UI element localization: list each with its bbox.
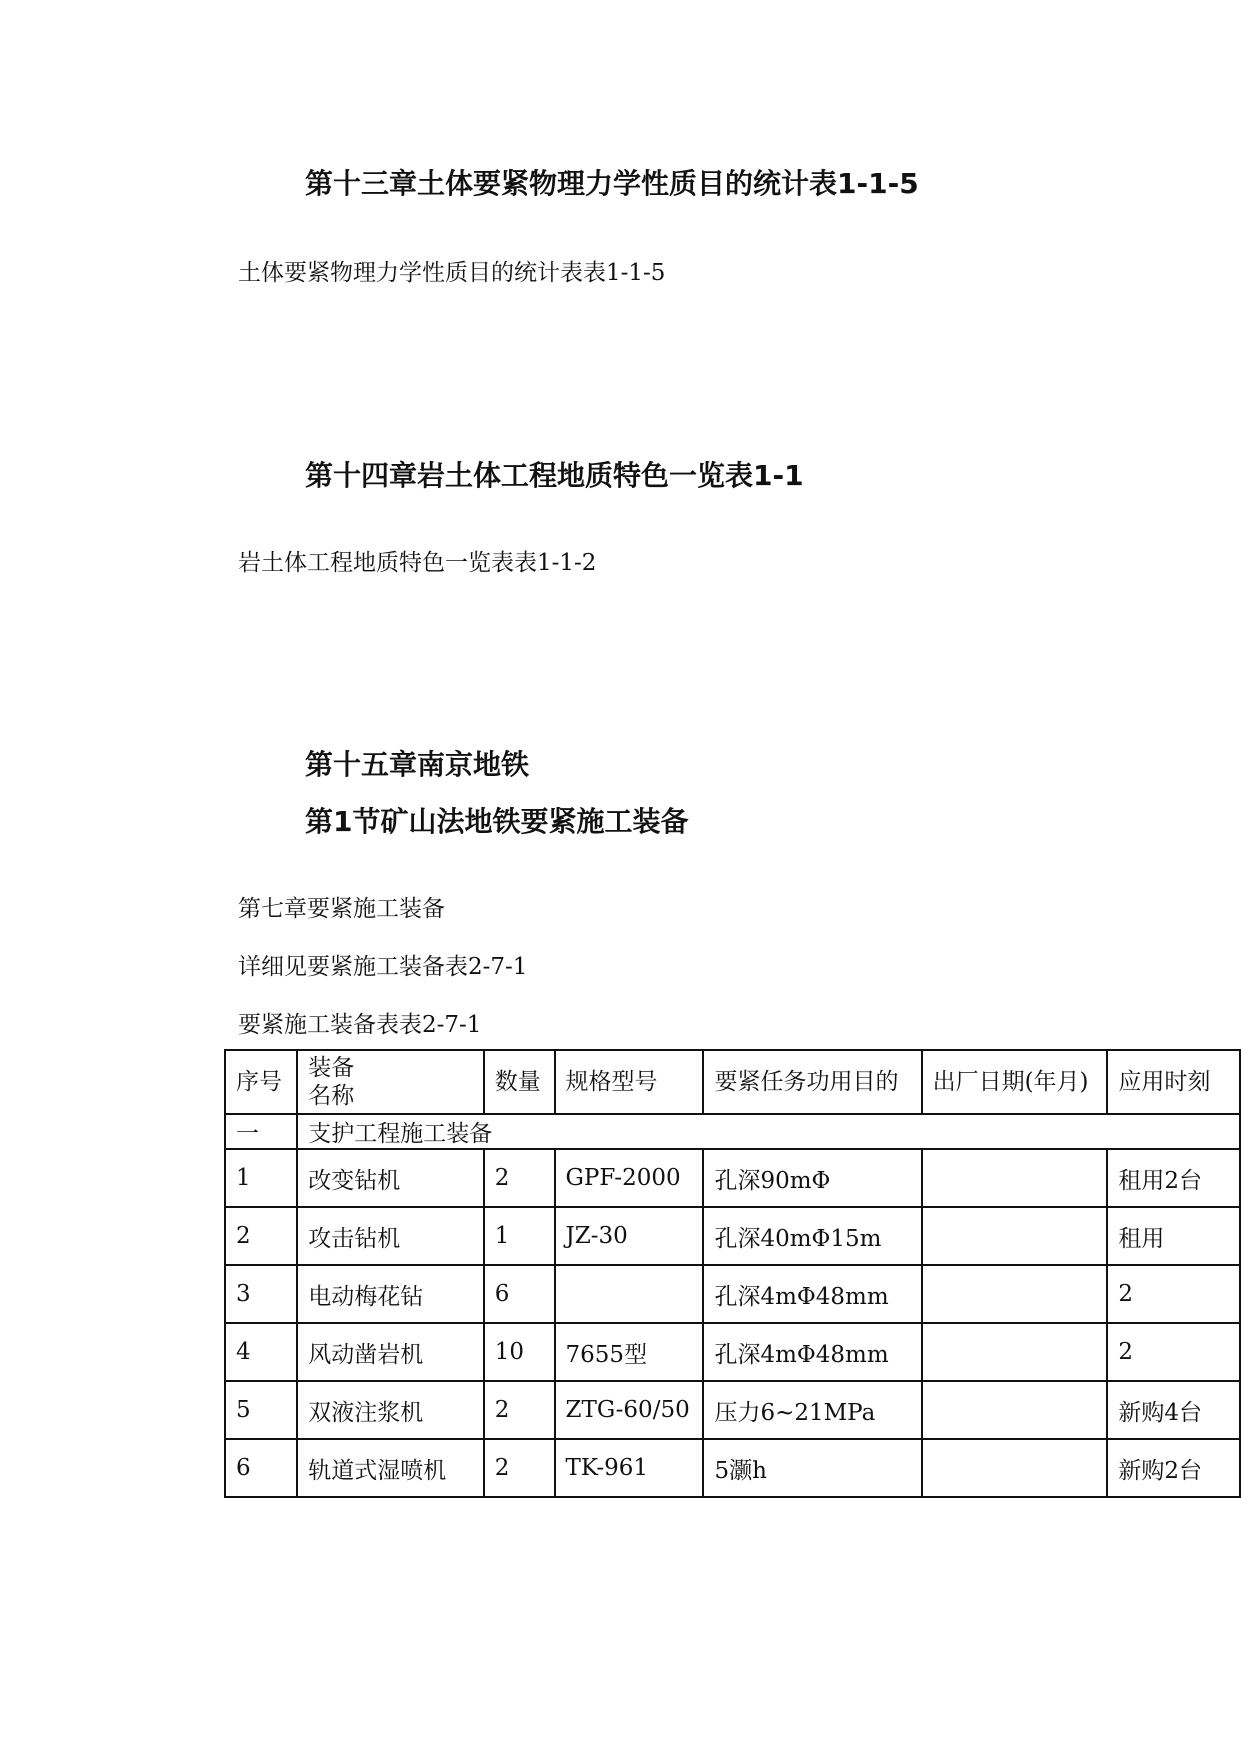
cell-qty: 2 [484, 1381, 555, 1439]
cell-date [922, 1323, 1108, 1381]
table-section-row [225, 1114, 1240, 1149]
cell-qty: 2 [484, 1439, 555, 1497]
chapter-13-heading: 第十三章土体要紧物理力学性质目的统计表1-1-5 [305, 167, 919, 200]
header-qty: 数量 [484, 1050, 555, 1114]
cell-seq: 6 [225, 1439, 297, 1497]
table-row [225, 1265, 1240, 1323]
cell-name: 电动梅花钻 [297, 1265, 483, 1323]
paragraph-see-table: 详细见要紧施工装备表2-7-1 [238, 954, 528, 980]
table-row [225, 1149, 1240, 1207]
cell-purpose: 孔深4mΦ48mm [703, 1323, 921, 1381]
cell-purpose: 孔深40mΦ15m [703, 1207, 921, 1265]
cell-model: TK-961 [555, 1439, 704, 1497]
cell-date [922, 1207, 1108, 1265]
header-seq: 序号 [225, 1050, 297, 1114]
cell-name: 改变钻机 [297, 1149, 483, 1207]
cell-model: JZ-30 [555, 1207, 704, 1265]
cell-date [922, 1265, 1108, 1323]
table-row [225, 1381, 1240, 1439]
table-row [225, 1439, 1240, 1497]
cell-purpose: 孔深4mΦ48mm [703, 1265, 921, 1323]
header-purpose: 要紧任务功用目的 [703, 1050, 921, 1114]
header-name-line1: 装备 [308, 1055, 355, 1081]
section-title: 支护工程施工装备 [297, 1114, 1240, 1149]
cell-time: 新购2台 [1107, 1439, 1240, 1497]
cell-name: 双液注浆机 [297, 1381, 483, 1439]
cell-purpose: 压力6~21MPa [703, 1381, 921, 1439]
table-row [225, 1207, 1240, 1265]
header-model: 规格型号 [555, 1050, 704, 1114]
cell-purpose: 5灏h [703, 1439, 921, 1497]
cell-time: 租用2台 [1107, 1149, 1240, 1207]
cell-time: 2 [1107, 1323, 1240, 1381]
chapter-14-heading: 第十四章岩土体工程地质特色一览表1-1 [305, 459, 804, 492]
table-row [225, 1323, 1240, 1381]
cell-name: 轨道式湿喷机 [297, 1439, 483, 1497]
cell-seq: 3 [225, 1265, 297, 1323]
cell-date [922, 1149, 1108, 1207]
cell-seq: 5 [225, 1381, 297, 1439]
cell-seq: 1 [225, 1149, 297, 1207]
cell-model: ZTG-60/50 [555, 1381, 704, 1439]
cell-qty: 1 [484, 1207, 555, 1265]
cell-seq: 4 [225, 1323, 297, 1381]
cell-qty: 6 [484, 1265, 555, 1323]
equipment-table [224, 1049, 1241, 1498]
paragraph-table-1-1-5: 土体要紧物理力学性质目的统计表表1-1-5 [238, 260, 666, 286]
cell-seq: 2 [225, 1207, 297, 1265]
cell-time: 2 [1107, 1265, 1240, 1323]
cell-time: 租用 [1107, 1207, 1240, 1265]
paragraph-table-1-1-2: 岩土体工程地质特色一览表表1-1-2 [238, 550, 597, 576]
cell-date [922, 1439, 1108, 1497]
cell-model [555, 1265, 704, 1323]
cell-date [922, 1381, 1108, 1439]
header-name-line2: 名称 [308, 1083, 355, 1109]
table-header-row [225, 1050, 1240, 1114]
cell-qty: 2 [484, 1149, 555, 1207]
chapter-15-heading: 第十五章南京地铁 [305, 748, 530, 781]
cell-model: 7655型 [555, 1323, 704, 1381]
cell-name: 风动凿岩机 [297, 1323, 483, 1381]
header-time: 应用时刻 [1107, 1050, 1240, 1114]
paragraph-chapter-7: 第七章要紧施工装备 [238, 896, 445, 922]
header-date: 出厂日期(年月) [922, 1050, 1108, 1114]
section-seq: 一 [225, 1114, 297, 1149]
cell-qty: 10 [484, 1323, 555, 1381]
section-1-heading: 第1节矿山法地铁要紧施工装备 [305, 805, 689, 838]
cell-purpose: 孔深90mΦ [703, 1149, 921, 1207]
header-name [297, 1050, 483, 1114]
cell-model: GPF-2000 [555, 1149, 704, 1207]
table-caption: 要紧施工装备表表2-7-1 [238, 1012, 482, 1038]
cell-name: 攻击钻机 [297, 1207, 483, 1265]
cell-time: 新购4台 [1107, 1381, 1240, 1439]
